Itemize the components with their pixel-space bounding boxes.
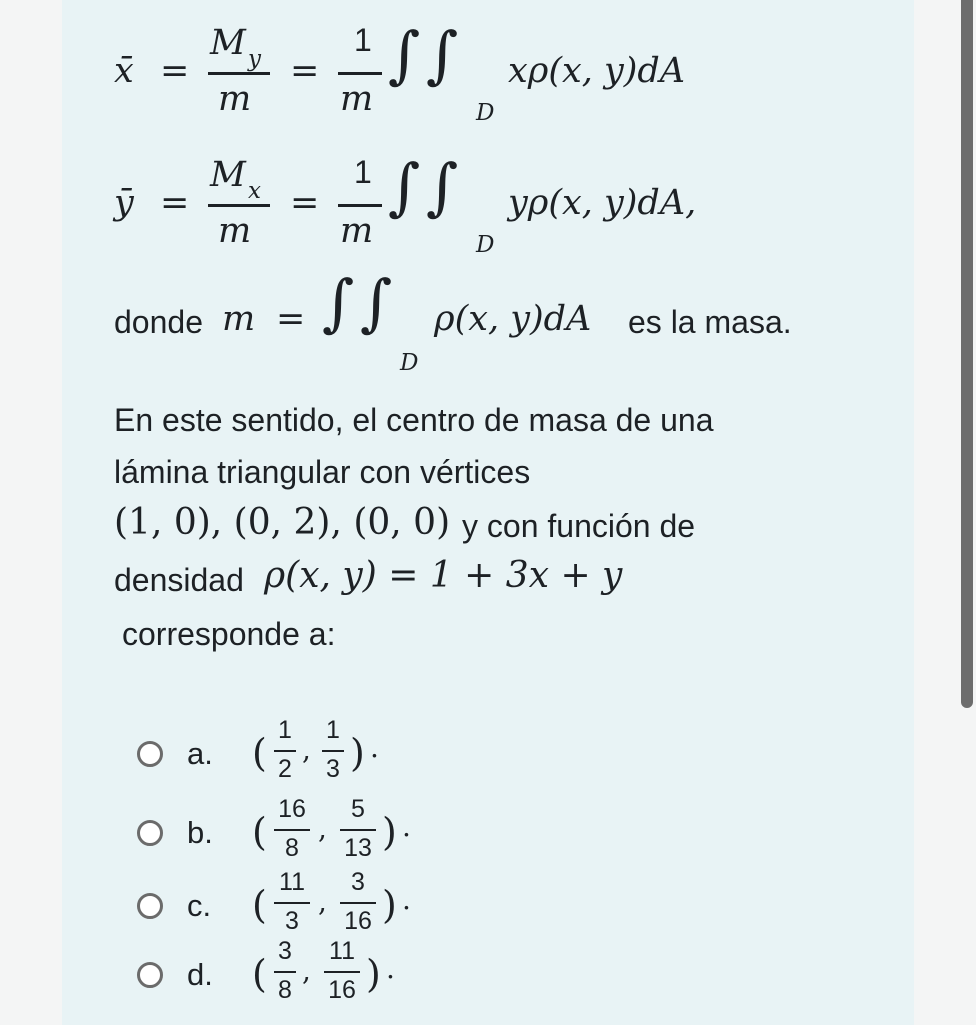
mass-symbol: m [222, 299, 256, 339]
open-paren: ( [252, 952, 267, 996]
integral-sign: ∫ [322, 266, 355, 339]
close-paren: ) [366, 952, 381, 996]
equals-sign: = [290, 183, 320, 223]
comma: , [318, 885, 327, 918]
question-line: En este sentido, el centro de masa de una [114, 402, 714, 438]
frac-numerator: 11 [329, 937, 355, 965]
close-paren: ) [382, 883, 397, 927]
fraction-bar [274, 750, 296, 752]
frac-numerator: 5 [351, 795, 365, 823]
radio-button[interactable] [137, 962, 163, 988]
option-label: a. [187, 736, 213, 771]
question-line: lámina triangular con vértices [114, 454, 531, 490]
mass-denominator: m [218, 211, 252, 251]
period: . [386, 952, 395, 985]
moment-x-var: M [210, 155, 246, 195]
radio-button[interactable] [137, 741, 163, 767]
xbar-symbol: x̄ [114, 51, 134, 91]
scrollbar[interactable] [961, 0, 973, 708]
frac-denominator: 8 [285, 834, 299, 862]
frac-denominator: 2 [278, 755, 292, 783]
question-line: y con función de [462, 508, 696, 544]
frac-denominator: 16 [344, 907, 372, 935]
frac-denominator: 16 [328, 976, 356, 1004]
equals-sign: = [276, 299, 306, 339]
region-subscript: D [476, 232, 495, 258]
es-la-masa-text: es la masa. [628, 304, 792, 340]
frac-denominator: 13 [344, 834, 372, 862]
equals-sign: = [160, 51, 190, 91]
fraction-bar [324, 971, 360, 973]
moment-y-sub: y [248, 46, 261, 72]
frac-numerator: 1 [278, 716, 292, 744]
equals-sign: = [160, 183, 190, 223]
equals-sign: = [290, 51, 320, 91]
fraction-bar [208, 204, 270, 207]
region-subscript: D [400, 350, 419, 376]
ybar-symbol: ȳ [114, 183, 134, 223]
region-subscript: D [476, 100, 495, 126]
fraction-bar [322, 750, 344, 752]
fraction-bar [274, 902, 310, 904]
option-label: d. [187, 957, 213, 992]
vertices-math: (1, 0), (0, 2), (0, 0) [114, 502, 451, 543]
fraction-bar [208, 72, 270, 75]
moment-y-var: M [210, 23, 246, 63]
frac-numerator: 16 [278, 795, 306, 823]
option-label: b. [187, 815, 213, 850]
frac-numerator: 11 [279, 868, 305, 896]
question-line: corresponde a: [122, 616, 336, 652]
frac-numerator: 1 [326, 716, 340, 744]
integral-sign: ∫ [388, 150, 421, 223]
fraction-bar [338, 204, 382, 207]
option-label: c. [187, 888, 212, 923]
frac-numerator: 3 [278, 937, 292, 965]
integral-sign: ∫ [360, 266, 393, 339]
period: . [402, 810, 411, 843]
integral-sign: ∫ [426, 18, 459, 91]
mass-denominator: m [218, 79, 252, 119]
radio-button[interactable] [137, 820, 163, 846]
density-math: ρ(x, y) = 1 + 3x + y [264, 555, 623, 596]
period: . [402, 883, 411, 916]
frac-numerator: 3 [351, 868, 365, 896]
fraction-bar [338, 72, 382, 75]
comma: , [318, 812, 327, 845]
comma: , [302, 954, 311, 987]
period: . [370, 731, 379, 764]
frac-denominator: 8 [278, 976, 292, 1004]
close-paren: ) [350, 731, 365, 775]
frac-denominator: 3 [326, 755, 340, 783]
mass-denominator: m [340, 79, 374, 119]
integrand: xρ(x, y)dA [508, 51, 686, 91]
donde-text: donde [114, 304, 203, 340]
open-paren: ( [252, 810, 267, 854]
frac-denominator: 3 [285, 907, 299, 935]
radio-button[interactable] [137, 893, 163, 919]
question-line: densidad [114, 562, 244, 598]
moment-x-sub: x [248, 178, 261, 204]
fraction-bar [340, 829, 376, 831]
comma: , [302, 733, 311, 766]
one-numerator: 1 [354, 22, 372, 58]
integrand: yρ(x, y)dA, [508, 183, 697, 223]
integral-sign: ∫ [388, 18, 421, 91]
mass-denominator: m [340, 211, 374, 251]
fraction-bar [274, 971, 296, 973]
open-paren: ( [252, 883, 267, 927]
fraction-bar [340, 902, 376, 904]
open-paren: ( [252, 731, 267, 775]
one-numerator: 1 [354, 154, 372, 190]
integrand: ρ(x, y)dA [434, 299, 592, 339]
close-paren: ) [382, 810, 397, 854]
fraction-bar [274, 829, 310, 831]
integral-sign: ∫ [426, 150, 459, 223]
